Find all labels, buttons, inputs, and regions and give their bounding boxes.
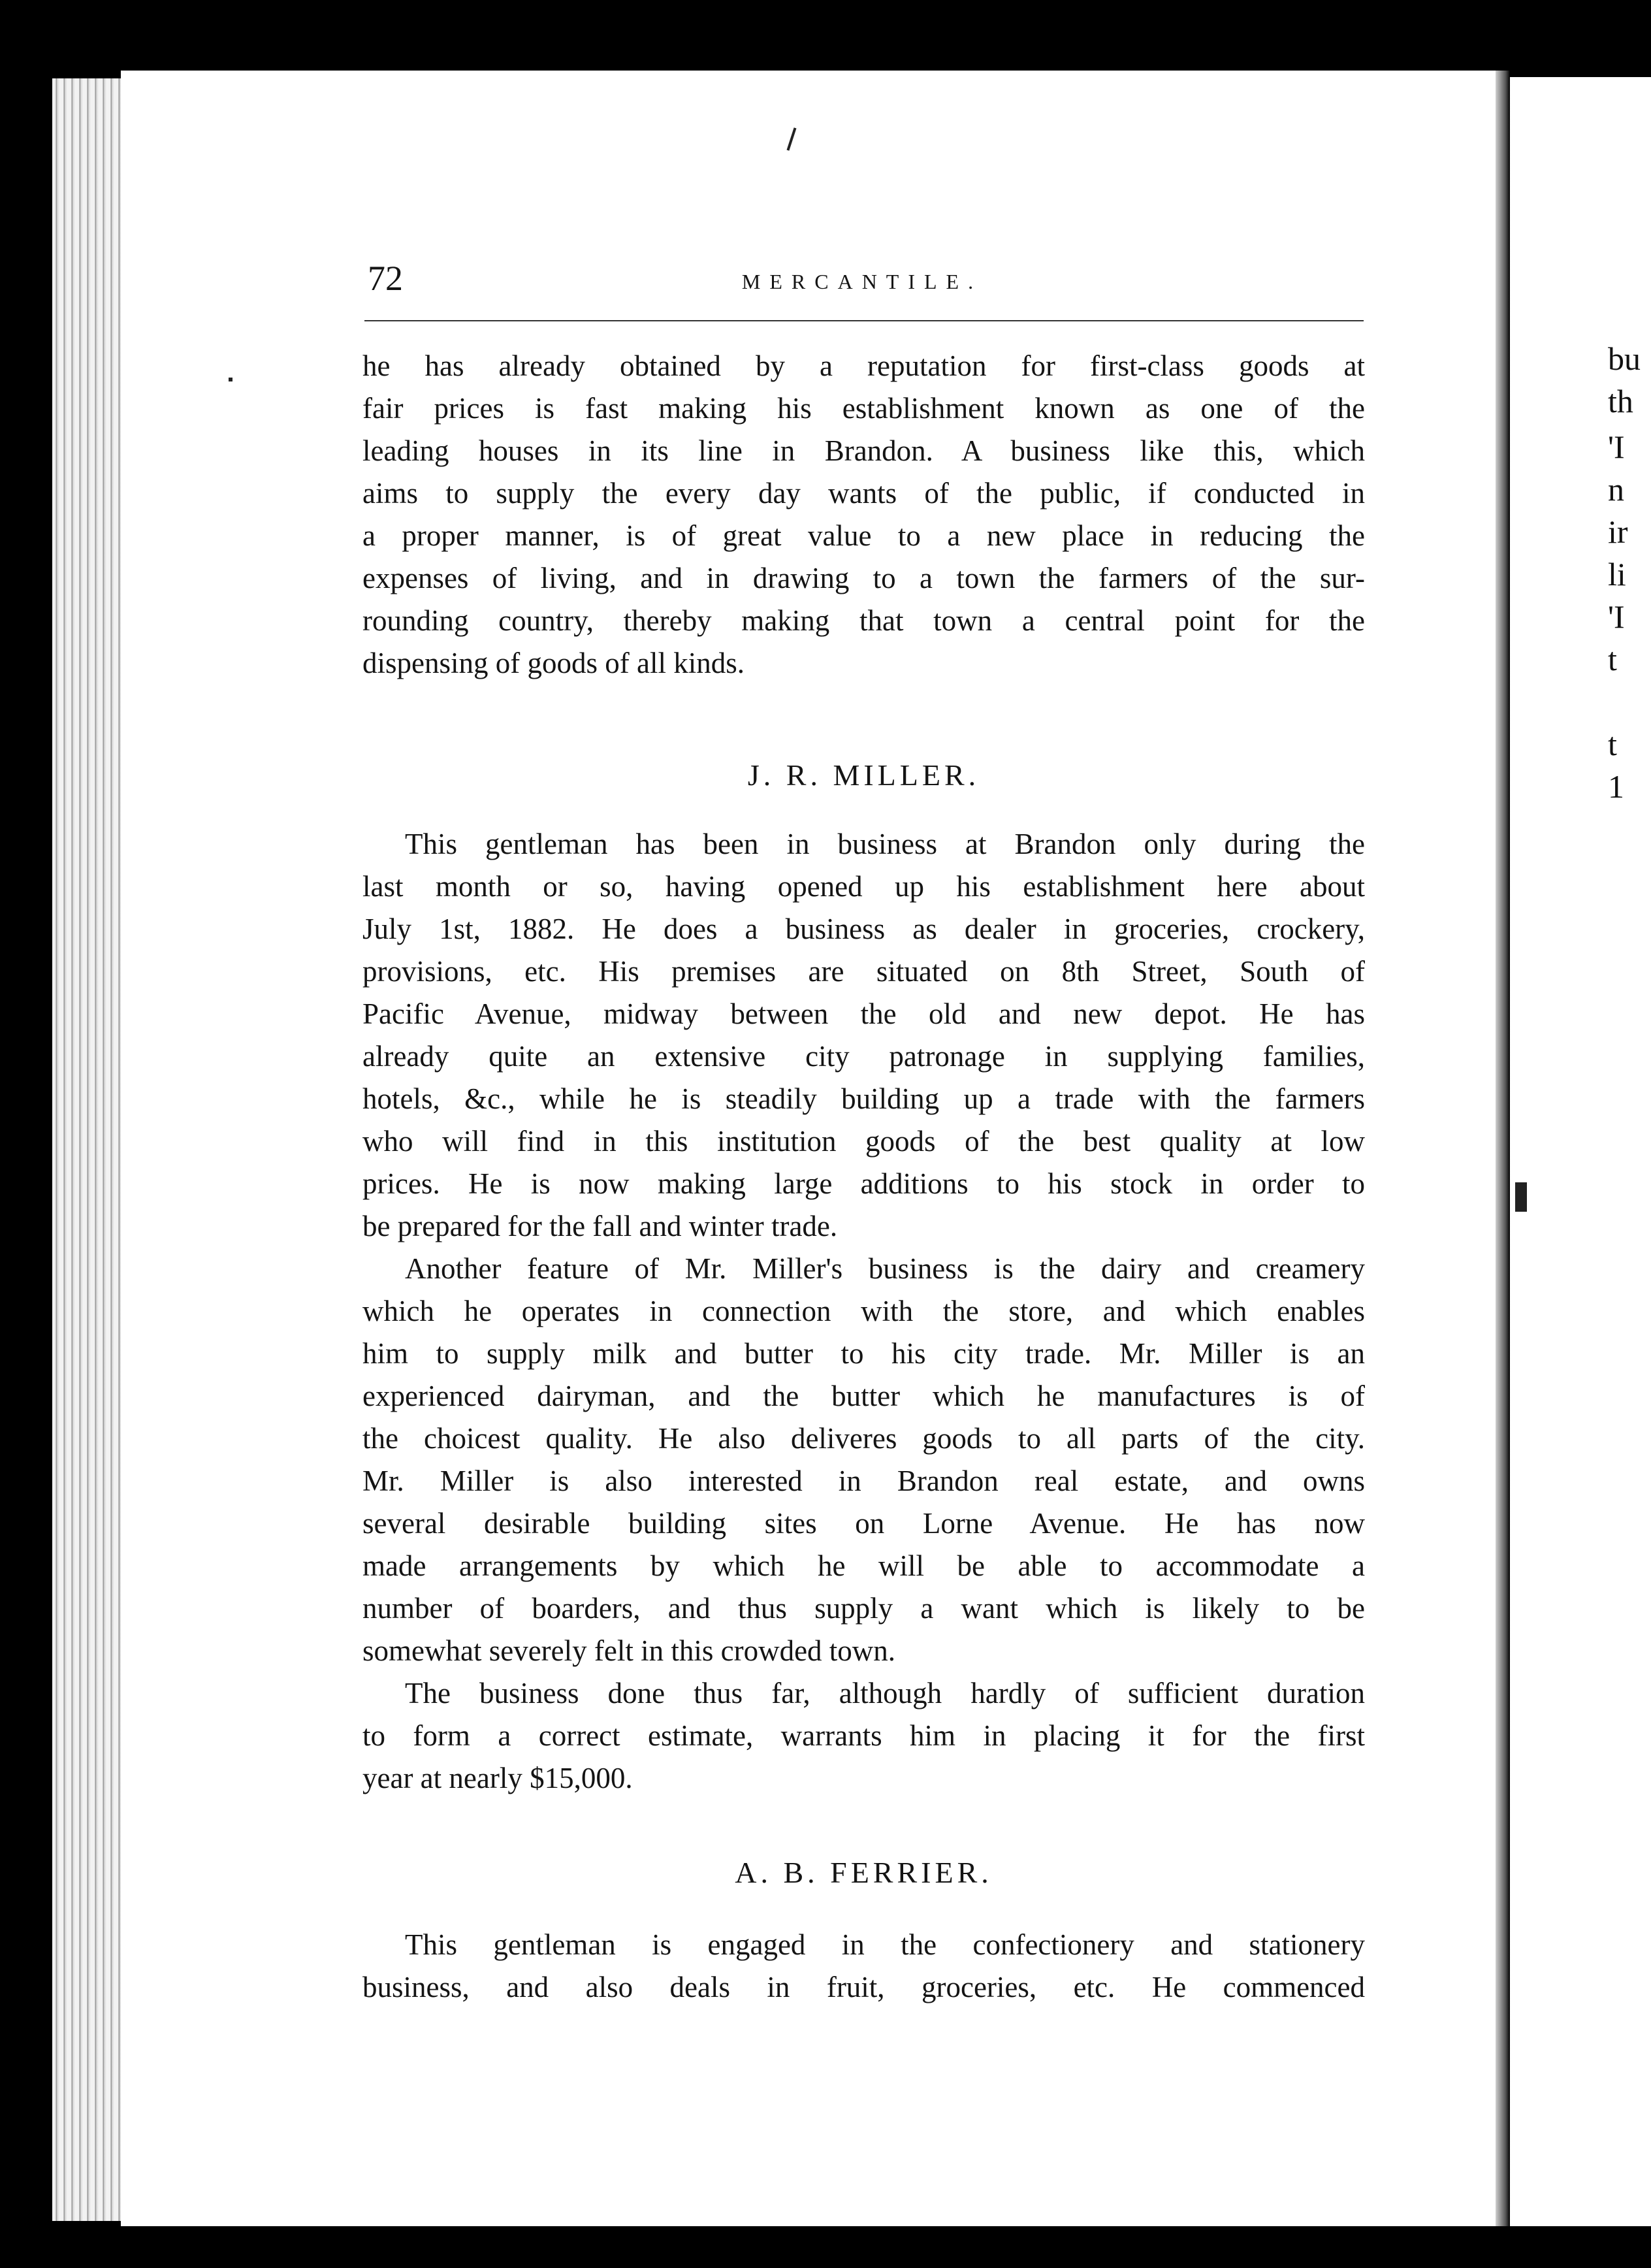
text-line: him to supply milk and butter to his city trade. Mr. Miller is an xyxy=(362,1337,1365,1370)
next-page-fragment: th xyxy=(1608,383,1633,419)
next-page-fragment: 'I xyxy=(1608,598,1625,635)
text-line: which he operates in connection with the store, and which enables xyxy=(362,1295,1365,1327)
page-number: 72 xyxy=(368,259,403,298)
text-line: he has already obtained by a reputation for first-class goods at xyxy=(362,349,1365,382)
header-rule xyxy=(364,320,1364,321)
gutter-shadow xyxy=(1496,71,1510,2226)
section-heading-ferrier: A. B. FERRIER. xyxy=(735,1856,993,1889)
text-line: last month or so, having opened up his establishment here about xyxy=(362,870,1365,903)
next-page-fragment: bu xyxy=(1608,340,1641,377)
paragraph-miller-3 xyxy=(362,1672,1365,1800)
text-line: year at nearly $15,000. xyxy=(362,1762,633,1794)
text-line: July 1st, 1882. He does a business as dealer in groceries, crockery, xyxy=(362,913,1365,945)
paragraph-intro xyxy=(362,345,1365,685)
next-page-fragment: t xyxy=(1608,726,1617,762)
text-line: number of boarders, and thus supply a want which is likely to be xyxy=(362,1592,1365,1625)
text-line: The business done thus far, although hardly of sufficient duration xyxy=(405,1677,1365,1709)
text-line: be prepared for the fall and winter trade. xyxy=(362,1210,838,1242)
text-line: somewhat severely felt in this crowded town. xyxy=(362,1634,896,1667)
text-line: hotels, &c., while he is steadily building up a trade with the farmers xyxy=(362,1082,1365,1115)
text-line: rounding country, thereby making that town a central point for the xyxy=(362,604,1365,637)
text-line: leading houses in its line in Brandon. A business like this, which xyxy=(362,434,1365,467)
text-line: already quite an extensive city patronage in supplying families, xyxy=(362,1040,1365,1073)
text-line: Another feature of Mr. Miller's business is the dairy and creamery xyxy=(405,1252,1365,1285)
paragraph-ferrier-1 xyxy=(362,1924,1365,2009)
next-page-fragment: 'I xyxy=(1608,429,1625,465)
next-page-fragment: t xyxy=(1608,641,1617,677)
running-head: MERCANTILE. xyxy=(741,270,983,293)
text-line: prices. He is now making large additions to his stock in order to xyxy=(362,1167,1365,1200)
paragraph-miller-1 xyxy=(362,823,1365,1248)
next-page-fragment: 1 xyxy=(1608,768,1624,805)
next-page-fragment: li xyxy=(1608,556,1626,592)
text-line: Mr. Miller is also interested in Brandon real estate, and owns xyxy=(362,1465,1365,1497)
text-line: to form a correct estimate, warrants him in placing it for the first xyxy=(362,1719,1365,1752)
text-line: provisions, etc. His premises are situated on 8th Street, South of xyxy=(362,955,1365,988)
text-line: business, and also deals in fruit, groceries, etc. He commenced xyxy=(362,1971,1365,2003)
text-line: made arrangements by which he will be able to accommodate a xyxy=(362,1549,1365,1582)
page-edges xyxy=(52,78,124,2221)
text-line: who will find in this institution goods of the best quality at low xyxy=(362,1125,1365,1158)
text-line: aims to supply the every day wants of the public, if conducted in xyxy=(362,477,1365,510)
scan-speck xyxy=(1515,1182,1527,1212)
next-page-fragment: ir xyxy=(1608,513,1628,550)
text-line: This gentleman has been in business at Brandon only during the xyxy=(405,828,1365,860)
text-line: dispensing of goods of all kinds. xyxy=(362,647,745,679)
scan-speck xyxy=(229,378,232,381)
text-line: experienced dairyman, and the butter which he manufactures is of xyxy=(362,1380,1365,1412)
text-line: Pacific Avenue, midway between the old and new depot. He has xyxy=(362,997,1365,1030)
text-line: several desirable building sites on Lorne Avenue. He has now xyxy=(362,1507,1365,1540)
next-page-fragment: n xyxy=(1608,471,1624,508)
text-line: This gentleman is engaged in the confectionery and stationery xyxy=(405,1928,1365,1961)
text-line: expenses of living, and in drawing to a town the farmers of the sur- xyxy=(362,562,1365,594)
paragraph-miller-2 xyxy=(362,1248,1365,1672)
text-line: fair prices is fast making his establishment known as one of the xyxy=(362,392,1365,425)
text-line: the choicest quality. He also deliveres goods to all parts of the city. xyxy=(362,1422,1365,1455)
section-heading-miller: J. R. MILLER. xyxy=(747,758,980,792)
text-line: a proper manner, is of great value to a new place in reducing the xyxy=(362,519,1365,552)
